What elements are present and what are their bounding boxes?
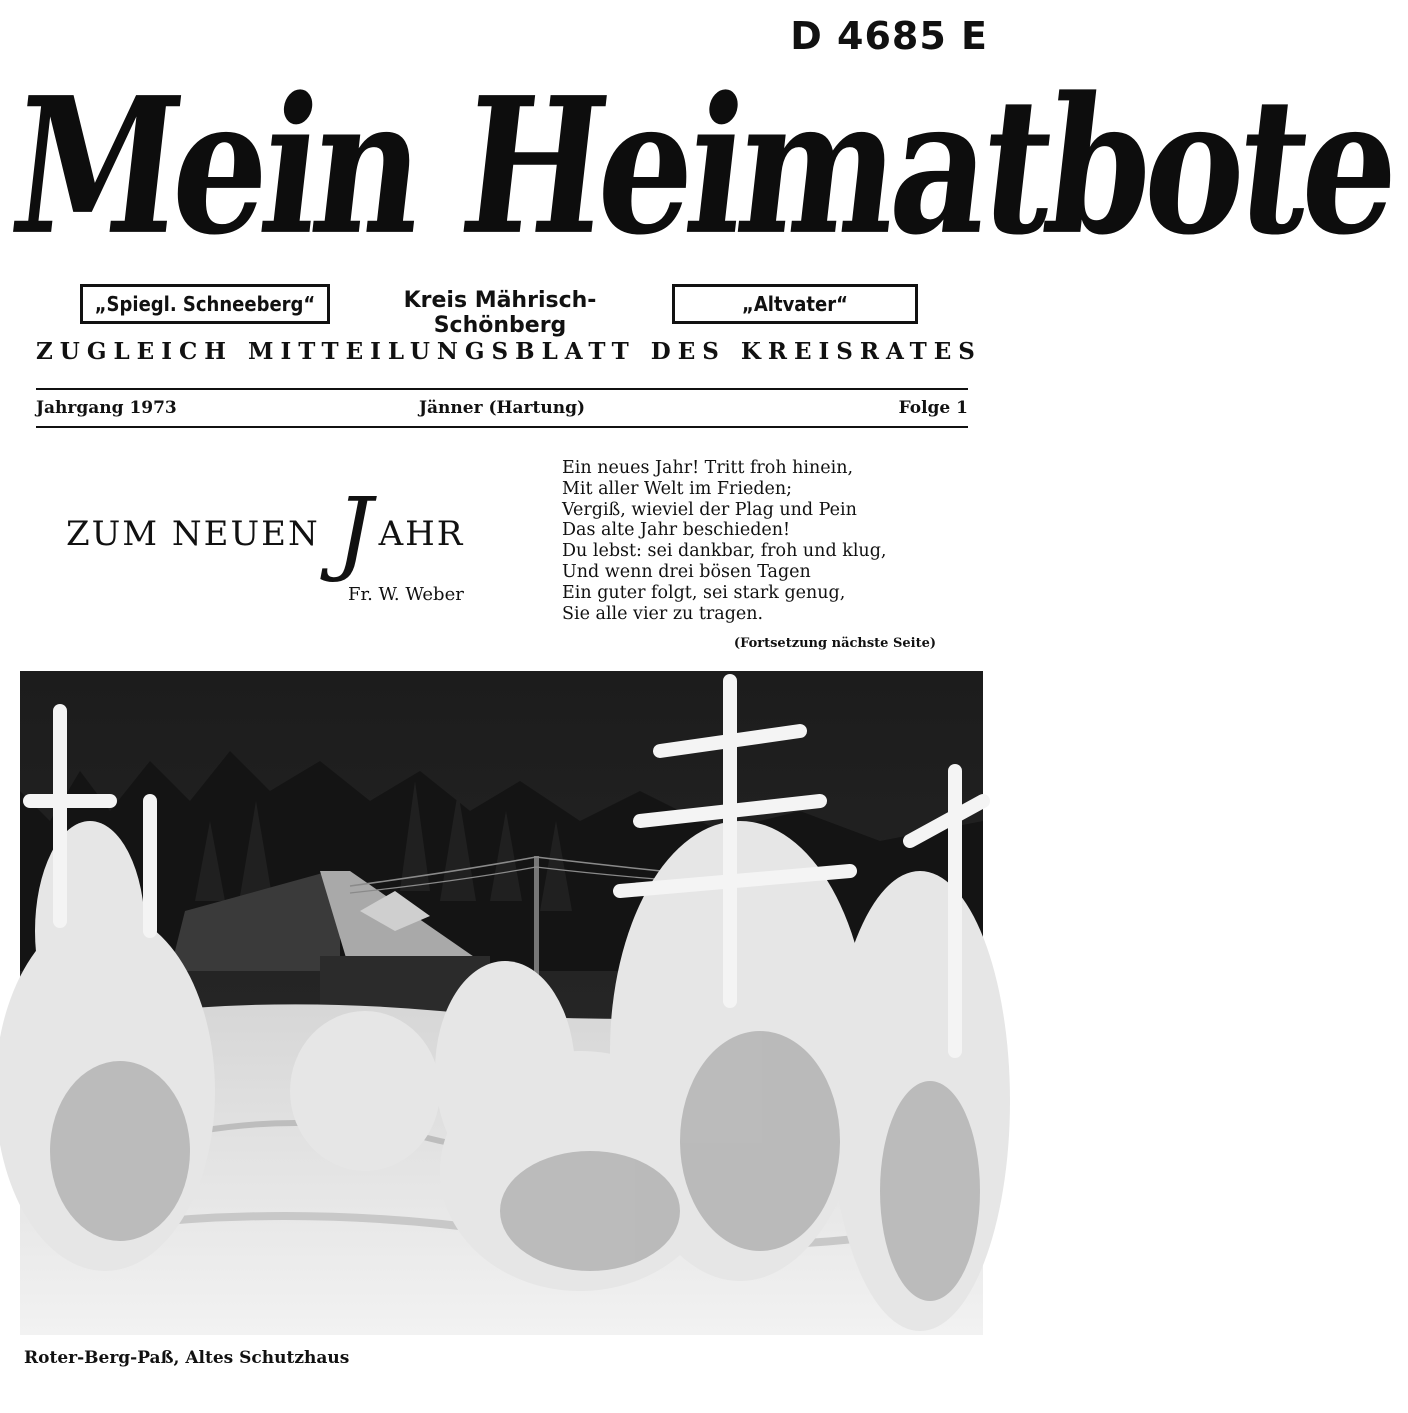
article-headline bbox=[66, 478, 464, 585]
photo-caption: Roter-Berg-Paß, Altes Schutzhaus bbox=[24, 1348, 350, 1368]
poem-line: Ein guter folgt, sei stark genug, bbox=[562, 582, 846, 603]
poem-line: Sie alle vier zu tragen. bbox=[562, 603, 764, 624]
poem-line: Das alte Jahr beschieden! bbox=[562, 520, 791, 541]
issue-number: Folge 1 bbox=[898, 398, 968, 418]
headline-prefix: ZUM NEUEN bbox=[66, 514, 320, 554]
poem-line: Vergiß, wieviel der Plag und Pein bbox=[562, 499, 857, 520]
tagline: ZUGLEICH MITTEILUNGSBLATT DES KREISRATES bbox=[36, 338, 982, 365]
continued-note: (Fortsetzung nächste Seite) bbox=[733, 636, 936, 651]
poem bbox=[562, 458, 962, 624]
headline-suffix: AHR bbox=[378, 514, 465, 554]
issue-line bbox=[36, 396, 968, 424]
poem-line: Ein neues Jahr! Tritt froh hinein, bbox=[562, 458, 854, 478]
poem-line: Mit aller Welt im Frieden; bbox=[562, 478, 793, 499]
subtitle-row bbox=[0, 284, 1000, 338]
rule-top bbox=[36, 388, 968, 390]
author: Fr. W. Weber bbox=[348, 584, 464, 605]
rule-bottom bbox=[36, 426, 968, 428]
poem-line: Und wenn drei bösen Tagen bbox=[562, 561, 811, 582]
box-left: „Spiegl. Schneeberg“ bbox=[80, 284, 330, 324]
box-right: „Altvater“ bbox=[672, 284, 918, 324]
masthead-title: Mein Heimatbote bbox=[1, 56, 1406, 277]
issue-code: D 4685 E bbox=[790, 14, 988, 58]
headline-initial: J bbox=[335, 478, 375, 585]
winter-photo bbox=[20, 671, 983, 1335]
volume-label: Jahrgang 1973 bbox=[36, 398, 177, 418]
month-label: Jänner (Hartung) bbox=[418, 398, 586, 418]
district-label: Kreis Mährisch-Schönberg bbox=[403, 288, 597, 338]
poem-line: Du lebst: sei dankbar, froh und klug, bbox=[562, 541, 887, 562]
